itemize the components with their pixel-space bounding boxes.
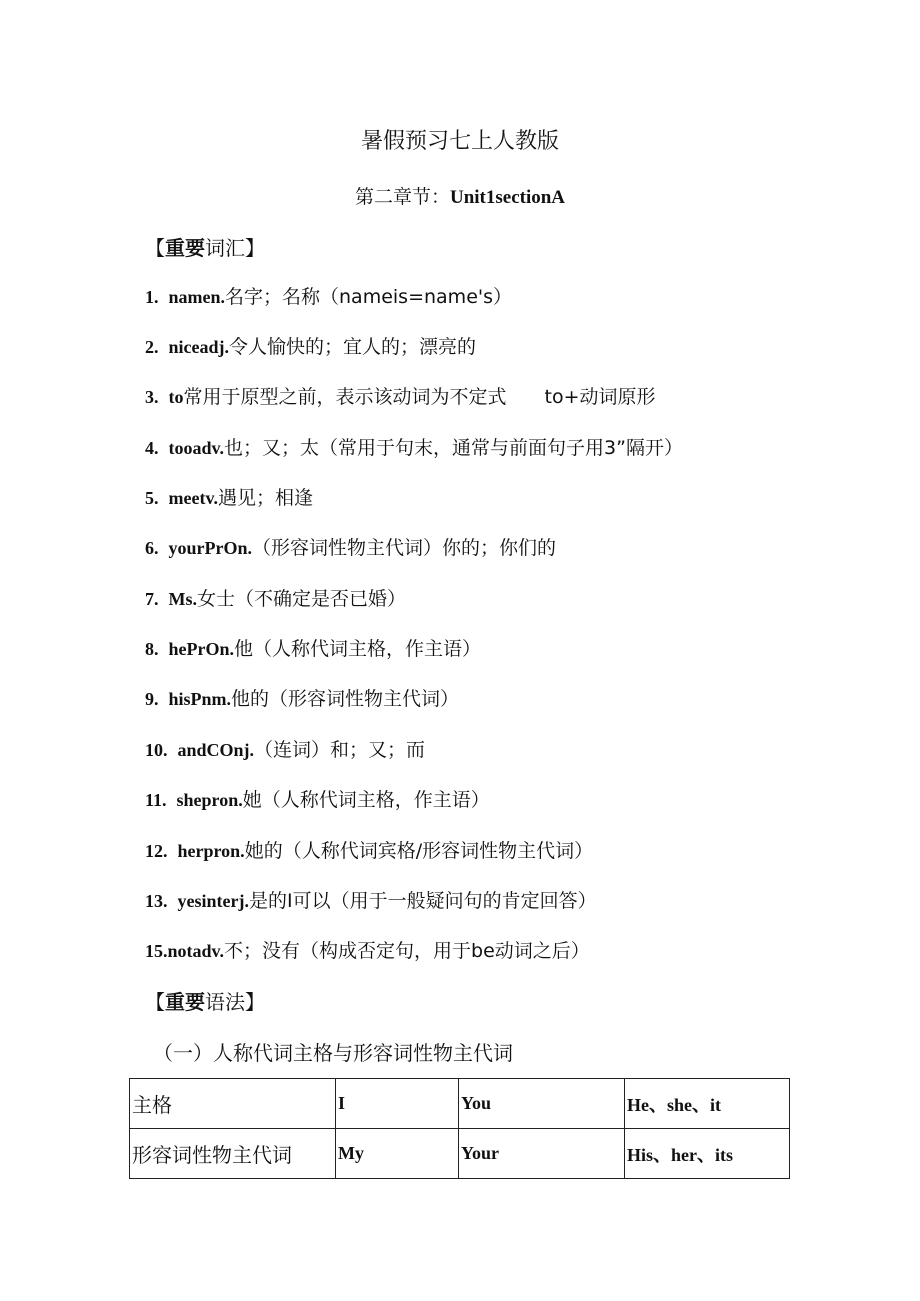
heading-rest: 语法】 — [205, 990, 265, 1014]
item-number: 11. — [145, 790, 167, 810]
item-number: 13. — [145, 891, 168, 911]
heading-bold: 重要 — [165, 990, 205, 1014]
bracket: 【 — [145, 990, 165, 1014]
item-meaning: 他（人称代词主格，作主语） — [234, 638, 482, 660]
list-item — [145, 332, 476, 362]
item-word: namen. — [168, 287, 226, 307]
list-item — [145, 282, 512, 312]
item-word: tooadv. — [168, 438, 225, 458]
subtitle-unit: Unit1sectionA — [449, 187, 566, 208]
item-meaning: 常用于原型之前，表示该动词为不定式 to+动词原形 — [183, 386, 656, 408]
item-number: 4. — [145, 438, 159, 458]
list-item — [145, 634, 481, 664]
list-item — [145, 433, 683, 463]
list-item — [145, 936, 590, 966]
item-word: niceadj. — [168, 337, 229, 357]
vocab-section-heading — [145, 233, 265, 263]
item-meaning: 不；没有（构成否定句，用于be动词之后） — [224, 940, 590, 962]
table-cell: Your — [459, 1129, 625, 1179]
item-word: to — [168, 387, 184, 407]
table-cell: 主格 — [130, 1079, 336, 1129]
item-word: notadv. — [167, 941, 225, 961]
table-cell: He、she、it — [625, 1079, 790, 1129]
item-meaning: 他的（形容词性物主代词） — [231, 688, 460, 710]
item-number: 10. — [145, 740, 168, 760]
item-number: 12. — [145, 841, 168, 861]
item-number: 7. — [145, 589, 159, 609]
item-number: 2. — [145, 337, 159, 357]
list-item — [145, 533, 556, 563]
item-meaning: 她（人称代词主格，作主语） — [242, 789, 490, 811]
item-number: 6. — [145, 538, 159, 558]
item-word: hePrOn. — [168, 639, 234, 659]
item-meaning: 遇见；相逢 — [217, 487, 313, 509]
bracket: 【 — [145, 236, 165, 260]
table-cell: 形容词性物主代词 — [130, 1129, 336, 1179]
table-cell: My — [336, 1129, 459, 1179]
item-number: 5. — [145, 488, 159, 508]
grammar-subheading: （一）人称代词主格与形容词性物主代词 — [153, 1041, 513, 1065]
item-meaning: 女士（不确定是否已婚） — [197, 588, 407, 610]
item-word: hisPnm. — [168, 689, 232, 709]
item-word: yesinterj. — [177, 891, 249, 911]
heading-bold: 重要 — [165, 236, 205, 260]
item-meaning: （连词）和；又；而 — [254, 739, 426, 761]
subtitle-prefix: 第二章节： — [354, 186, 450, 208]
item-meaning: （形容词性物主代词）你的；你们的 — [252, 537, 557, 559]
item-word: shepron. — [176, 790, 243, 810]
page-title: 暑假预习七上人教版 — [360, 129, 559, 154]
table-row — [130, 1079, 790, 1129]
item-meaning: 是的I可以（用于一般疑问句的肯定回答） — [248, 890, 597, 912]
item-number: 3. — [145, 387, 159, 407]
table-cell: I — [336, 1079, 459, 1129]
item-word: herpron. — [177, 841, 245, 861]
table-cell: You — [459, 1079, 625, 1129]
grammar-section-heading — [145, 987, 265, 1017]
heading-rest: 词汇】 — [205, 236, 265, 260]
list-item — [145, 584, 406, 614]
item-meaning: 她的（人称代词宾格/形容词性物主代词） — [244, 840, 594, 862]
item-number: 9. — [145, 689, 159, 709]
pronoun-table — [129, 1078, 790, 1179]
list-item — [145, 684, 459, 714]
list-item — [145, 785, 490, 815]
item-number: 1. — [145, 287, 159, 307]
item-meaning: 令人愉快的；宜人的；漂亮的 — [229, 336, 477, 358]
item-word: meetv. — [168, 488, 218, 508]
item-number: 8. — [145, 639, 159, 659]
list-item — [145, 836, 593, 866]
list-item — [145, 735, 425, 765]
table-cell: His、her、its — [625, 1129, 790, 1179]
list-item — [145, 886, 597, 916]
list-item — [145, 382, 656, 412]
table-row — [130, 1129, 790, 1179]
item-number: 15. — [145, 941, 168, 961]
item-meaning: 名字；名称（nameis=name's） — [225, 286, 513, 308]
item-word: Ms. — [168, 589, 197, 609]
chapter-subtitle — [0, 183, 920, 212]
item-meaning: 也；又；太（常用于句末，通常与前面句子用3”隔开） — [224, 437, 683, 459]
item-word: yourPrOn. — [168, 538, 252, 558]
item-word: andCOnj. — [177, 740, 255, 760]
list-item — [145, 483, 313, 513]
